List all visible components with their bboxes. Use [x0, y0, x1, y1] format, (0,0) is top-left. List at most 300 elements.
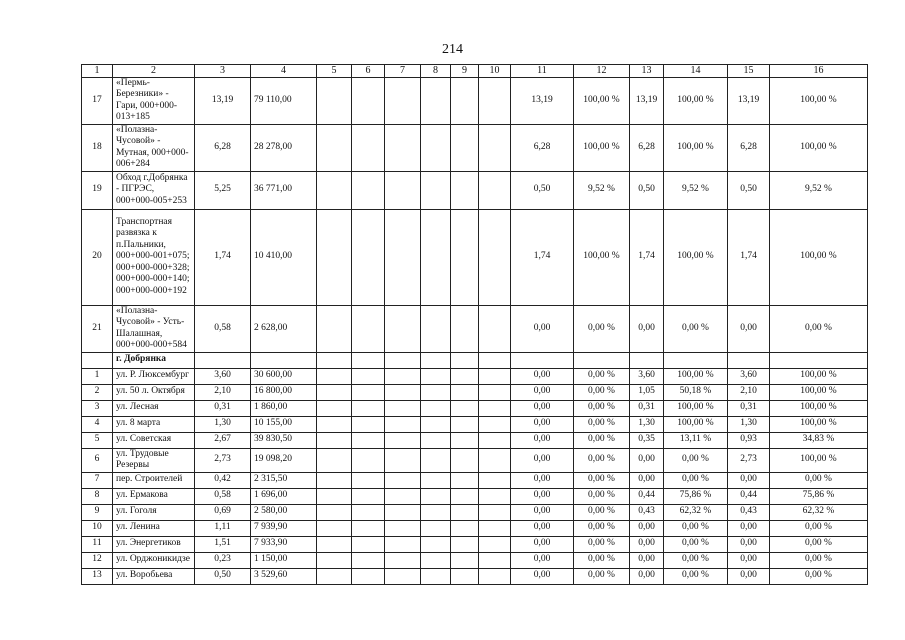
col-header: 8 — [421, 65, 451, 78]
road-name-cell: ул. Воробьева — [113, 568, 195, 584]
value-cell: 1 860,00 — [251, 400, 317, 416]
percent-cell: 0,00 % — [574, 448, 630, 472]
col-header: 10 — [479, 65, 511, 78]
empty-cell — [479, 305, 511, 352]
value-cell: 1,05 — [630, 384, 664, 400]
empty-cell — [770, 352, 868, 368]
value-cell: 16 800,00 — [251, 384, 317, 400]
table-row — [82, 520, 868, 536]
table-body — [82, 65, 868, 585]
value-cell: 28 278,00 — [251, 124, 317, 171]
column-number-row — [82, 65, 868, 78]
empty-cell — [421, 368, 451, 384]
empty-cell — [352, 432, 385, 448]
percent-cell: 50,18 % — [664, 384, 728, 400]
percent-cell: 0,00 % — [770, 305, 868, 352]
col-header: 3 — [195, 65, 251, 78]
value-cell: 0,00 — [511, 448, 574, 472]
percent-cell: 0,00 % — [664, 305, 728, 352]
empty-cell — [352, 171, 385, 209]
value-cell: 2 628,00 — [251, 305, 317, 352]
value-cell: 30 600,00 — [251, 368, 317, 384]
empty-cell — [421, 472, 451, 488]
table-row — [82, 568, 868, 584]
length-cell: 2,73 — [195, 448, 251, 472]
percent-cell: 100,00 % — [770, 124, 868, 171]
length-cell: 0,50 — [195, 568, 251, 584]
percent-cell: 0,00 % — [770, 536, 868, 552]
empty-cell — [421, 77, 451, 124]
value-cell: 0,00 — [728, 305, 770, 352]
percent-cell: 100,00 % — [664, 368, 728, 384]
percent-cell: 100,00 % — [770, 77, 868, 124]
value-cell: 0,00 — [511, 384, 574, 400]
empty-cell — [352, 504, 385, 520]
empty-cell — [451, 384, 479, 400]
value-cell: 0,43 — [630, 504, 664, 520]
percent-cell: 0,00 % — [574, 472, 630, 488]
percent-cell: 100,00 % — [770, 368, 868, 384]
empty-cell — [385, 209, 421, 305]
percent-cell: 9,52 % — [770, 171, 868, 209]
col-header: 16 — [770, 65, 868, 78]
empty-cell — [574, 352, 630, 368]
value-cell: 0,00 — [511, 568, 574, 584]
road-name-cell: ул. Орджоникидзе — [113, 552, 195, 568]
percent-cell: 0,00 % — [664, 520, 728, 536]
length-cell: 0,58 — [195, 305, 251, 352]
road-name-cell: ул. Лесная — [113, 400, 195, 416]
col-header: 15 — [728, 65, 770, 78]
value-cell: 10 410,00 — [251, 209, 317, 305]
empty-cell — [385, 305, 421, 352]
empty-cell — [451, 209, 479, 305]
col-header: 6 — [352, 65, 385, 78]
percent-cell: 0,00 % — [574, 488, 630, 504]
empty-cell — [451, 488, 479, 504]
empty-cell — [317, 472, 352, 488]
empty-cell — [317, 77, 352, 124]
empty-cell — [421, 432, 451, 448]
empty-cell — [317, 305, 352, 352]
empty-cell — [385, 368, 421, 384]
row-number-cell: 19 — [82, 171, 113, 209]
road-name-cell: ул. 8 марта — [113, 416, 195, 432]
empty-cell — [352, 472, 385, 488]
empty-cell — [317, 432, 352, 448]
col-header: 7 — [385, 65, 421, 78]
road-name-cell: ул. 50 л. Октября — [113, 384, 195, 400]
empty-cell — [385, 77, 421, 124]
value-cell: 1,74 — [728, 209, 770, 305]
empty-cell — [385, 432, 421, 448]
length-cell: 0,31 — [195, 400, 251, 416]
percent-cell: 100,00 % — [770, 448, 868, 472]
table-row — [82, 400, 868, 416]
value-cell: 0,00 — [511, 472, 574, 488]
value-cell: 1 696,00 — [251, 488, 317, 504]
empty-cell — [479, 504, 511, 520]
empty-cell — [421, 352, 451, 368]
value-cell: 0,50 — [630, 171, 664, 209]
empty-cell — [451, 504, 479, 520]
road-name-cell: ул. Ермакова — [113, 488, 195, 504]
row-number-cell: 2 — [82, 384, 113, 400]
col-header: 2 — [113, 65, 195, 78]
empty-cell — [352, 520, 385, 536]
percent-cell: 9,52 % — [574, 171, 630, 209]
value-cell: 2 580,00 — [251, 504, 317, 520]
empty-cell — [479, 520, 511, 536]
value-cell: 0,00 — [630, 568, 664, 584]
empty-cell — [479, 77, 511, 124]
percent-cell: 100,00 % — [664, 124, 728, 171]
empty-cell — [385, 520, 421, 536]
road-name-cell: ул. Гоголя — [113, 504, 195, 520]
empty-cell — [479, 448, 511, 472]
empty-cell — [352, 552, 385, 568]
row-number-cell: 18 — [82, 124, 113, 171]
value-cell: 0,00 — [630, 472, 664, 488]
value-cell: 0,31 — [630, 400, 664, 416]
value-cell: 2,10 — [728, 384, 770, 400]
empty-cell — [451, 432, 479, 448]
row-number-cell: 20 — [82, 209, 113, 305]
row-number-cell: 11 — [82, 536, 113, 552]
value-cell: 3 529,60 — [251, 568, 317, 584]
percent-cell: 9,52 % — [664, 171, 728, 209]
empty-cell — [317, 209, 352, 305]
percent-cell: 100,00 % — [770, 416, 868, 432]
empty-cell — [451, 352, 479, 368]
value-cell: 7 939,90 — [251, 520, 317, 536]
empty-cell — [385, 552, 421, 568]
row-number-cell: 10 — [82, 520, 113, 536]
empty-cell — [451, 536, 479, 552]
empty-cell — [352, 77, 385, 124]
empty-cell — [385, 400, 421, 416]
value-cell: 1,74 — [511, 209, 574, 305]
table-row — [82, 552, 868, 568]
empty-cell — [352, 400, 385, 416]
empty-cell — [385, 171, 421, 209]
empty-cell — [317, 400, 352, 416]
value-cell: 0,50 — [511, 171, 574, 209]
empty-cell — [317, 352, 352, 368]
empty-cell — [421, 305, 451, 352]
empty-cell — [479, 124, 511, 171]
value-cell: 79 110,00 — [251, 77, 317, 124]
percent-cell: 0,00 % — [664, 568, 728, 584]
percent-cell: 75,86 % — [664, 488, 728, 504]
value-cell: 0,00 — [511, 552, 574, 568]
value-cell: 0,00 — [511, 504, 574, 520]
empty-cell — [728, 352, 770, 368]
road-name-cell: пер. Строителей — [113, 472, 195, 488]
empty-cell — [421, 504, 451, 520]
empty-cell — [479, 384, 511, 400]
percent-cell: 100,00 % — [574, 77, 630, 124]
empty-cell — [421, 124, 451, 171]
percent-cell: 0,00 % — [664, 552, 728, 568]
value-cell: 0,44 — [728, 488, 770, 504]
value-cell: 0,00 — [728, 568, 770, 584]
col-header: 13 — [630, 65, 664, 78]
empty-cell — [317, 504, 352, 520]
road-name-cell: ул. Советская — [113, 432, 195, 448]
percent-cell: 0,00 % — [770, 552, 868, 568]
empty-cell — [421, 568, 451, 584]
empty-cell — [451, 552, 479, 568]
length-cell: 1,74 — [195, 209, 251, 305]
empty-cell — [385, 416, 421, 432]
road-name-cell: Обход г.Добрянка - ПГРЭС, 000+000-005+253 — [113, 171, 195, 209]
empty-cell — [421, 209, 451, 305]
percent-cell: 100,00 % — [770, 400, 868, 416]
percent-cell: 100,00 % — [664, 209, 728, 305]
value-cell: 0,00 — [728, 472, 770, 488]
table-row — [82, 504, 868, 520]
percent-cell: 0,00 % — [664, 472, 728, 488]
empty-cell — [317, 171, 352, 209]
empty-cell — [352, 568, 385, 584]
value-cell: 0,00 — [630, 536, 664, 552]
road-name-cell: ул. Ленина — [113, 520, 195, 536]
table-row — [82, 432, 868, 448]
row-number-cell: 6 — [82, 448, 113, 472]
percent-cell: 0,00 % — [574, 536, 630, 552]
percent-cell: 0,00 % — [574, 384, 630, 400]
value-cell: 39 830,50 — [251, 432, 317, 448]
row-number-cell: 1 — [82, 368, 113, 384]
length-cell: 13,19 — [195, 77, 251, 124]
empty-cell — [317, 124, 352, 171]
value-cell: 13,19 — [728, 77, 770, 124]
empty-cell — [385, 448, 421, 472]
value-cell: 1,74 — [630, 209, 664, 305]
value-cell: 1,30 — [630, 416, 664, 432]
value-cell: 13,19 — [630, 77, 664, 124]
table-row — [82, 536, 868, 552]
value-cell: 0,00 — [630, 305, 664, 352]
empty-cell — [352, 448, 385, 472]
value-cell: 6,28 — [511, 124, 574, 171]
value-cell: 0,00 — [511, 305, 574, 352]
road-name-cell: «Пермь-Березники» - Гари, 000+000-013+185 — [113, 77, 195, 124]
value-cell: 0,00 — [511, 520, 574, 536]
empty-cell — [352, 536, 385, 552]
row-number-cell: 12 — [82, 552, 113, 568]
road-name-cell: ул. Энергетиков — [113, 536, 195, 552]
length-cell: 0,58 — [195, 488, 251, 504]
percent-cell: 0,00 % — [664, 448, 728, 472]
empty-cell — [630, 352, 664, 368]
row-number-cell: 7 — [82, 472, 113, 488]
empty-cell — [352, 352, 385, 368]
road-name-cell: ул. Р. Люксембург — [113, 368, 195, 384]
empty-cell — [317, 552, 352, 568]
percent-cell: 62,32 % — [664, 504, 728, 520]
row-number-cell: 17 — [82, 77, 113, 124]
value-cell: 0,00 — [511, 536, 574, 552]
percent-cell: 0,00 % — [574, 552, 630, 568]
percent-cell: 100,00 % — [664, 77, 728, 124]
empty-cell — [317, 488, 352, 504]
percent-cell: 34,83 % — [770, 432, 868, 448]
col-header: 11 — [511, 65, 574, 78]
row-number-cell: 5 — [82, 432, 113, 448]
row-number-cell: 3 — [82, 400, 113, 416]
table-row — [82, 448, 868, 472]
length-cell: 2,10 — [195, 384, 251, 400]
empty-cell — [195, 352, 251, 368]
length-cell: 0,42 — [195, 472, 251, 488]
empty-cell — [352, 384, 385, 400]
percent-cell: 0,00 % — [770, 472, 868, 488]
empty-cell — [317, 448, 352, 472]
empty-cell — [385, 124, 421, 171]
empty-cell — [451, 368, 479, 384]
row-number-cell: 21 — [82, 305, 113, 352]
table-row — [82, 384, 868, 400]
length-cell: 5,25 — [195, 171, 251, 209]
empty-cell — [82, 352, 113, 368]
table-row — [82, 77, 868, 124]
empty-cell — [421, 400, 451, 416]
row-number-cell: 8 — [82, 488, 113, 504]
length-cell: 1,51 — [195, 536, 251, 552]
percent-cell: 75,86 % — [770, 488, 868, 504]
empty-cell — [421, 384, 451, 400]
value-cell: 0,00 — [511, 400, 574, 416]
value-cell: 1,30 — [728, 416, 770, 432]
empty-cell — [451, 568, 479, 584]
empty-cell — [352, 488, 385, 504]
empty-cell — [421, 488, 451, 504]
value-cell: 36 771,00 — [251, 171, 317, 209]
value-cell: 10 155,00 — [251, 416, 317, 432]
empty-cell — [251, 352, 317, 368]
table-row — [82, 368, 868, 384]
value-cell: 0,00 — [511, 488, 574, 504]
section-row — [82, 352, 868, 368]
percent-cell: 0,00 % — [574, 568, 630, 584]
empty-cell — [479, 568, 511, 584]
empty-cell — [479, 368, 511, 384]
length-cell: 1,11 — [195, 520, 251, 536]
empty-cell — [421, 520, 451, 536]
percent-cell: 0,00 % — [664, 536, 728, 552]
empty-cell — [451, 448, 479, 472]
percent-cell: 0,00 % — [770, 568, 868, 584]
value-cell: 0,00 — [728, 520, 770, 536]
empty-cell — [317, 368, 352, 384]
empty-cell — [451, 472, 479, 488]
empty-cell — [421, 552, 451, 568]
length-cell: 0,23 — [195, 552, 251, 568]
empty-cell — [421, 171, 451, 209]
value-cell: 0,31 — [728, 400, 770, 416]
empty-cell — [352, 368, 385, 384]
value-cell: 0,00 — [630, 552, 664, 568]
empty-cell — [385, 488, 421, 504]
percent-cell: 0,00 % — [574, 368, 630, 384]
row-number-cell: 13 — [82, 568, 113, 584]
empty-cell — [421, 448, 451, 472]
length-cell: 6,28 — [195, 124, 251, 171]
value-cell: 1 150,00 — [251, 552, 317, 568]
percent-cell: 100,00 % — [574, 209, 630, 305]
percent-cell: 100,00 % — [574, 124, 630, 171]
empty-cell — [352, 305, 385, 352]
road-name-cell: ул. Трудовые Резервы — [113, 448, 195, 472]
value-cell: 0,00 — [630, 448, 664, 472]
section-title: г. Добрянка — [113, 352, 195, 368]
percent-cell: 62,32 % — [770, 504, 868, 520]
col-header: 9 — [451, 65, 479, 78]
row-number-cell: 9 — [82, 504, 113, 520]
col-header: 4 — [251, 65, 317, 78]
empty-cell — [479, 488, 511, 504]
table-row — [82, 416, 868, 432]
empty-cell — [451, 77, 479, 124]
road-name-cell: «Полазна-Чусовой» - Мутная, 000+000-006+284 — [113, 124, 195, 171]
value-cell: 3,60 — [630, 368, 664, 384]
empty-cell — [451, 305, 479, 352]
value-cell: 13,19 — [511, 77, 574, 124]
length-cell: 1,30 — [195, 416, 251, 432]
table-row — [82, 171, 868, 209]
row-number-cell: 4 — [82, 416, 113, 432]
percent-cell: 0,00 % — [574, 416, 630, 432]
empty-cell — [451, 416, 479, 432]
value-cell: 0,93 — [728, 432, 770, 448]
percent-cell: 100,00 % — [770, 209, 868, 305]
percent-cell: 13,11 % — [664, 432, 728, 448]
percent-cell: 0,00 % — [574, 504, 630, 520]
value-cell: 6,28 — [630, 124, 664, 171]
empty-cell — [385, 352, 421, 368]
value-cell: 0,44 — [630, 488, 664, 504]
empty-cell — [479, 432, 511, 448]
percent-cell: 0,00 % — [574, 305, 630, 352]
empty-cell — [479, 171, 511, 209]
empty-cell — [451, 124, 479, 171]
empty-cell — [511, 352, 574, 368]
empty-cell — [479, 536, 511, 552]
value-cell: 0,00 — [630, 520, 664, 536]
empty-cell — [352, 209, 385, 305]
table-row — [82, 472, 868, 488]
table-row — [82, 209, 868, 305]
empty-cell — [479, 209, 511, 305]
road-name-cell: Транспортная развязка к п.Пальники, 000+000-001+075; 000+000-000+328; 000+000-000+140; 000+000-000+192 — [113, 209, 195, 305]
empty-cell — [352, 416, 385, 432]
empty-cell — [317, 568, 352, 584]
table-row — [82, 488, 868, 504]
percent-cell: 100,00 % — [664, 400, 728, 416]
value-cell: 0,00 — [511, 432, 574, 448]
empty-cell — [479, 552, 511, 568]
empty-cell — [385, 472, 421, 488]
col-header: 14 — [664, 65, 728, 78]
empty-cell — [479, 472, 511, 488]
empty-cell — [664, 352, 728, 368]
length-cell: 3,60 — [195, 368, 251, 384]
value-cell: 0,00 — [728, 552, 770, 568]
empty-cell — [385, 384, 421, 400]
percent-cell: 0,00 % — [574, 400, 630, 416]
